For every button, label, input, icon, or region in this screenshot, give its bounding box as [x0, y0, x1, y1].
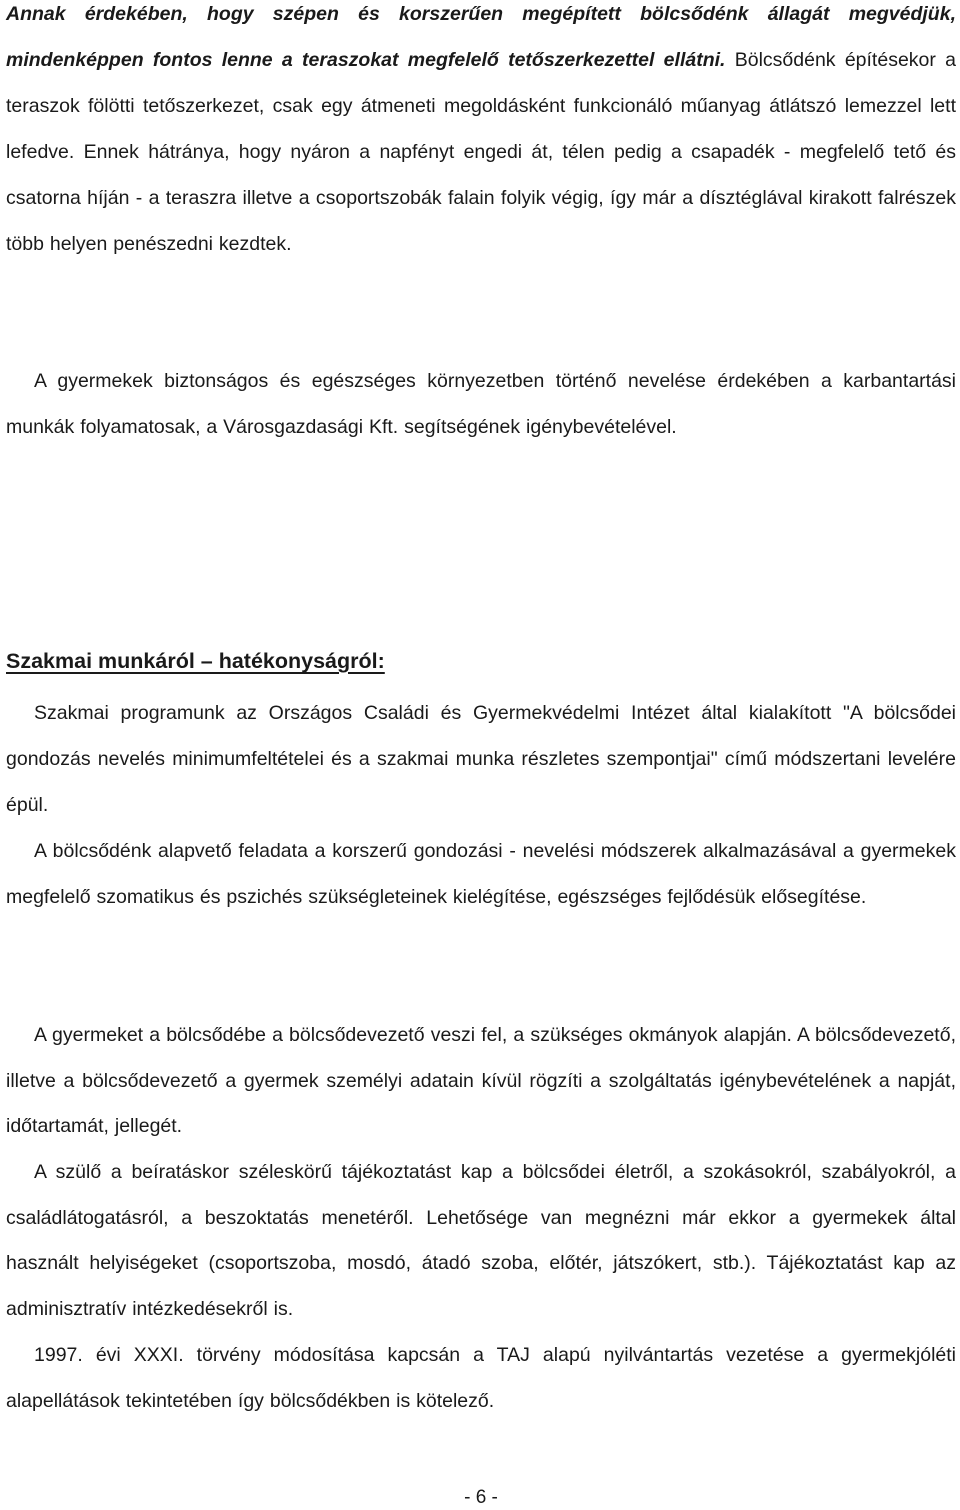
parent-info-paragraph: A szülő a beíratáskor széleskörű tájékoztatást kap a bölcsődei életről, a szokásokról, szabályokról, a családlátogatásról, a beszoktatás menetéről. Lehetősége van megnézni már ekkor a gyermekek által használt helyiségeket (csoportszoba, mosdó, átadó szoba, előtér, játszókert, stb.). Tájékoztatást kap az adminisztratív intézkedésekről is. [6, 1161, 956, 1320]
section-heading: Szakmai munkáról – hatékonyságról: [6, 649, 385, 673]
law-paragraph: 1997. évi XXXI. törvény módosítása kapcsán a TAJ alapú nyilvántartás vezetése a gyermekjóléti alapellátások tekintetében így bölcsődékben is kötelező. [6, 1344, 956, 1412]
program-paragraph: Szakmai programunk az Országos Családi és Gyermekvédelmi Intézet által kialakított "A bölcsődei gondozás nevelés minimumfeltételei és a szakmai munka részletes szempontjai" című módszertani levelére épül. [6, 702, 956, 816]
task-paragraph: A bölcsődénk alapvető feladata a korszerű gondozási - nevelési módszerek alkalmazásával a gyermekek megfelelő szomatikus és pszichés szükségleteinek kielégítése, egészséges fejlődésük elősegítése. [6, 840, 956, 908]
intro-bold-text: Annak érdekében, hogy szépen és korszerűen megépített bölcsődénk állagát megvédjük, mindenképpen fontos lenne a teraszokat megfelelő tetőszerkezettel ellátni. [6, 3, 956, 71]
document-page [6, 0, 956, 1509]
maintenance-paragraph: A gyermekek biztonságos és egészséges környezetben történő nevelése érdekében a karbantartási munkák folyamatosak, a Városgazdasági Kft. segítségének igénybevételével. [6, 370, 956, 438]
intro-paragraph [6, 0, 956, 267]
intro-rest-text: Bölcsődénk építésekor a teraszok fölötti tetőszerkezet, csak egy átmeneti megoldásként funkcionáló műanyag átlátszó lemezzel lett lefedve. Ennek hátránya, hogy nyáron a napfényt engedi át, télen pedig a csapadék - megfelelő tető és csatorna híján - a teraszra illetve a csoportszobák falain folyik végig, így már a dísztéglával kirakott falrészek több helyen penészedni kezdtek. [6, 49, 956, 255]
admission-paragraph: A gyermeket a bölcsődébe a bölcsődevezető veszi fel, a szükséges okmányok alapján. A bölcsődevezető, illetve a bölcsődevezető a gyermek személyi adatain kívül rögzíti a szolgáltatás igénybevételének a napját, időtartamát, jellegét. [6, 1024, 956, 1137]
page-number: - 6 - [464, 1487, 498, 1508]
